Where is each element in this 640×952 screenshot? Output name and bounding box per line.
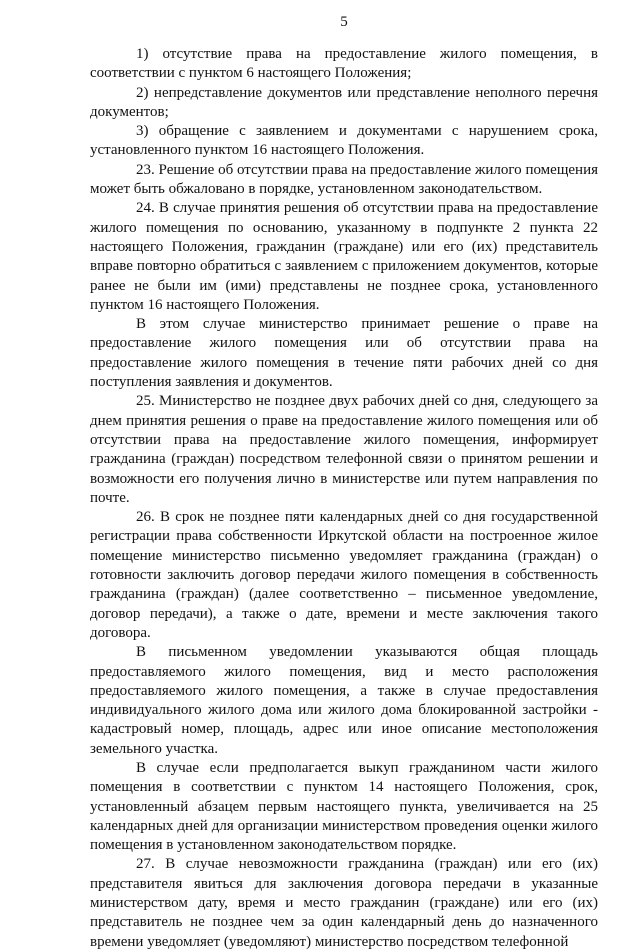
paragraph-22-item-1: 1) отсутствие права на предоставление жилого помещения, в соответствии с пунктом 6 настоящего Положения; — [90, 46, 598, 82]
paragraph-22-item-3: 3) обращение с заявлением и документами с нарушением срока, установленного пунктом 16 настоящего Положения. — [90, 123, 598, 159]
paragraph-22-item-2: 2) непредставление документов или представление неполного перечня документов; — [90, 84, 598, 120]
paragraph-25: 25. Министерство не позднее двух рабочих дней со дня, следующего за днем принятия решения о праве на предоставление жилого помещения или об отсутствии права на предоставление жилого помещения, информирует гражданина (граждан) посредством телефонной связи о принятом решении и возможности его получения лично в министерстве или путем направления по почте. — [90, 393, 598, 506]
paragraph-26-notice-contents: В письменном уведомлении указываются общая площадь предоставляемого жилого помещения, вид и место расположения предоставляемого жилого помещения, а также в случае предоставления индивидуального жилого дома или жилого дома блокированной застройки - кадастровый номер, площадь, адрес или иное описание местоположения земельного участка. — [90, 644, 598, 757]
page-number: 5 — [340, 14, 348, 30]
paragraph-24-continuation: В этом случае министерство принимает решение о праве на предоставление жилого помещения или об отсутствии права на предоставление жилого помещения в течение пяти рабочих дней со дня поступления заявления и документов. — [90, 316, 598, 391]
paragraph-26-buyout-case: В случае если предполагается выкуп гражданином части жилого помещения в соответствии с пунктом 14 настоящего Положения, срок, установленный абзацем первым настоящего пункта, увеличивается на 25 календарных дней для организации министерством проведения оценки жилого помещения в установленном законодательством порядке. — [90, 759, 598, 854]
paragraph-27: 27. В случае невозможности гражданина (граждан) или его (их) представителя явиться для заключения договора передачи в указанные министерством дату, время и место гражданин (граждане) или его (их) представитель не позднее чем за один календарный день до назначенного времени уведомляет (уведомляют) министерство посредством телефонной — [90, 856, 598, 950]
paragraph-24: 24. В случае принятия решения об отсутствии права на предоставление жилого помещения по основанию, указанному в подпункте 2 пункта 22 настоящего Положения, гражданин (граждане) или его (их) представитель вправе повторно обратиться с заявлением с приложением документов, которые ранее не были им (ими) представлены не позднее срока, установленного пунктом 16 настоящего Положения. — [90, 200, 598, 313]
paragraph-23: 23. Решение об отсутствии права на предоставление жилого помещения может быть обжаловано в порядке, установленном законодательством. — [90, 161, 598, 198]
paragraph-26: 26. В срок не позднее пяти календарных дней со дня государственной регистрации права собственности Иркутской области на построенное жилое помещение министерство письменно уведомляет гражданина (граждан) о готовности заключить договор передачи жилого помещения в собственность гражданина (граждан) (далее соответственно – письменное уведомление, договор передачи), а также о дате, времени и месте заключения такого договора. — [90, 509, 598, 641]
